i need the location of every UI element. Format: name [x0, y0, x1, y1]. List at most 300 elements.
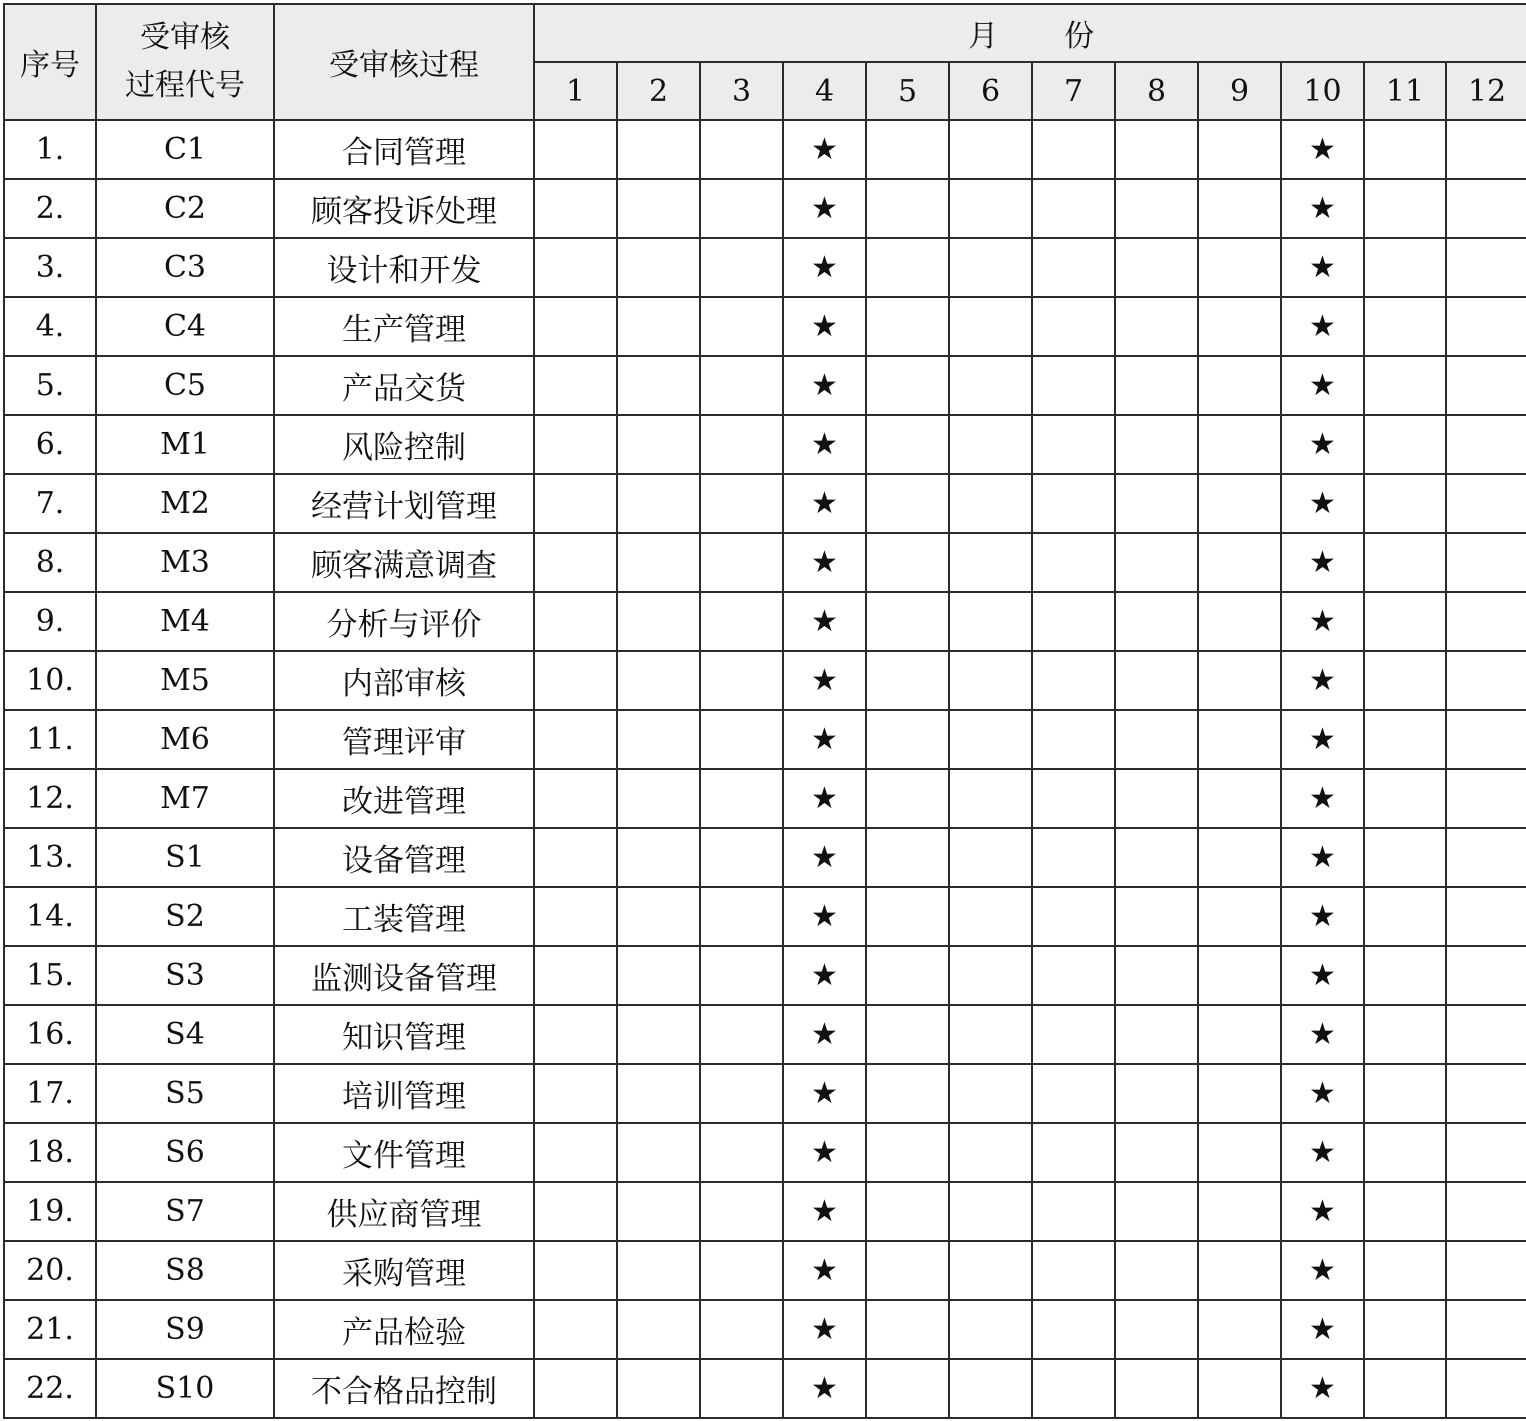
month-cell-empty — [949, 1182, 1032, 1241]
month-cell-empty — [1032, 1359, 1115, 1418]
month-cell-empty — [617, 120, 700, 179]
row-process-name: 知识管理 — [274, 1005, 534, 1064]
table-row — [4, 238, 1526, 297]
row-process-name: 顾客投诉处理 — [274, 179, 534, 238]
month-cell-empty — [949, 887, 1032, 946]
table-row — [4, 120, 1526, 179]
header-process-code-line1: 受审核 — [140, 20, 230, 55]
month-cell-empty — [1446, 946, 1526, 1005]
table-row — [4, 769, 1526, 828]
month-cell-empty — [534, 1064, 617, 1123]
month-cell-empty — [617, 238, 700, 297]
row-seq: 8. — [4, 533, 96, 592]
month-cell-empty — [1446, 1064, 1526, 1123]
row-seq: 1. — [4, 120, 96, 179]
table-row — [4, 415, 1526, 474]
month-cell-empty — [1032, 592, 1115, 651]
month-cell-empty — [534, 120, 617, 179]
star-icon: ★ — [783, 297, 866, 356]
month-cell-empty — [1198, 946, 1281, 1005]
star-icon: ★ — [783, 1005, 866, 1064]
month-cell-empty — [1115, 356, 1198, 415]
month-header-10: 10 — [1281, 62, 1364, 120]
month-cell-empty — [949, 1064, 1032, 1123]
star-icon: ★ — [1281, 1182, 1364, 1241]
month-cell-empty — [617, 887, 700, 946]
month-cell-empty — [700, 297, 783, 356]
month-cell-empty — [1032, 238, 1115, 297]
month-cell-empty — [700, 946, 783, 1005]
row-process-code: M6 — [96, 710, 274, 769]
month-cell-empty — [1446, 710, 1526, 769]
row-process-name: 分析与评价 — [274, 592, 534, 651]
month-cell-empty — [700, 356, 783, 415]
star-icon: ★ — [783, 592, 866, 651]
star-icon: ★ — [783, 887, 866, 946]
month-cell-empty — [1032, 710, 1115, 769]
month-cell-empty — [1364, 710, 1446, 769]
header-process-code-line2: 过程代号 — [125, 68, 245, 103]
star-icon: ★ — [783, 356, 866, 415]
table-row — [4, 533, 1526, 592]
star-icon: ★ — [783, 828, 866, 887]
star-icon: ★ — [1281, 1123, 1364, 1182]
row-process-code: M5 — [96, 651, 274, 710]
month-cell-empty — [617, 415, 700, 474]
month-cell-empty — [866, 415, 949, 474]
month-cell-empty — [1115, 1241, 1198, 1300]
month-cell-empty — [949, 1359, 1032, 1418]
month-cell-empty — [617, 1241, 700, 1300]
row-process-code: M1 — [96, 415, 274, 474]
table-row — [4, 1064, 1526, 1123]
month-cell-empty — [700, 828, 783, 887]
month-cell-empty — [617, 297, 700, 356]
month-cell-empty — [1115, 1064, 1198, 1123]
month-cell-empty — [1364, 1064, 1446, 1123]
star-icon: ★ — [1281, 1005, 1364, 1064]
month-cell-empty — [534, 238, 617, 297]
month-cell-empty — [949, 474, 1032, 533]
month-cell-empty — [534, 651, 617, 710]
month-cell-empty — [534, 474, 617, 533]
month-cell-empty — [1446, 356, 1526, 415]
row-seq: 22. — [4, 1359, 96, 1418]
row-process-code: C5 — [96, 356, 274, 415]
month-cell-empty — [1032, 356, 1115, 415]
row-process-code: C3 — [96, 238, 274, 297]
table-row — [4, 828, 1526, 887]
month-cell-empty — [866, 120, 949, 179]
star-icon: ★ — [783, 710, 866, 769]
month-cell-empty — [617, 474, 700, 533]
month-cell-empty — [1198, 533, 1281, 592]
month-cell-empty — [1446, 828, 1526, 887]
month-cell-empty — [949, 828, 1032, 887]
row-seq: 14. — [4, 887, 96, 946]
table-row — [4, 1005, 1526, 1064]
month-header-2: 2 — [617, 62, 700, 120]
month-cell-empty — [949, 1241, 1032, 1300]
month-cell-empty — [949, 769, 1032, 828]
star-icon: ★ — [783, 474, 866, 533]
star-icon: ★ — [1281, 356, 1364, 415]
month-cell-empty — [949, 120, 1032, 179]
star-icon: ★ — [783, 769, 866, 828]
month-cell-empty — [1115, 415, 1198, 474]
month-header-5: 5 — [866, 62, 949, 120]
star-icon: ★ — [783, 238, 866, 297]
table-row — [4, 1182, 1526, 1241]
month-cell-empty — [866, 1241, 949, 1300]
month-cell-empty — [534, 533, 617, 592]
month-cell-empty — [1115, 710, 1198, 769]
table-row — [4, 1123, 1526, 1182]
month-cell-empty — [866, 1359, 949, 1418]
month-cell-empty — [617, 651, 700, 710]
row-process-name: 经营计划管理 — [274, 474, 534, 533]
month-cell-empty — [1115, 1182, 1198, 1241]
row-process-code: S2 — [96, 887, 274, 946]
month-cell-empty — [1115, 828, 1198, 887]
month-cell-empty — [700, 1359, 783, 1418]
month-cell-empty — [617, 533, 700, 592]
star-icon: ★ — [783, 533, 866, 592]
month-cell-empty — [1364, 946, 1446, 1005]
month-cell-empty — [534, 946, 617, 1005]
month-cell-empty — [1198, 1123, 1281, 1182]
month-cell-empty — [1115, 179, 1198, 238]
month-cell-empty — [1198, 179, 1281, 238]
row-seq: 10. — [4, 651, 96, 710]
month-cell-empty — [617, 946, 700, 1005]
row-process-code: S9 — [96, 1300, 274, 1359]
row-process-code: S1 — [96, 828, 274, 887]
month-cell-empty — [1198, 1241, 1281, 1300]
star-icon: ★ — [783, 651, 866, 710]
table-row — [4, 946, 1526, 1005]
month-cell-empty — [866, 651, 949, 710]
month-cell-empty — [1198, 1359, 1281, 1418]
month-cell-empty — [866, 1064, 949, 1123]
month-header-9: 9 — [1198, 62, 1281, 120]
star-icon: ★ — [1281, 828, 1364, 887]
month-cell-empty — [1032, 120, 1115, 179]
month-cell-empty — [1032, 415, 1115, 474]
month-cell-empty — [1115, 1359, 1198, 1418]
row-process-name: 工装管理 — [274, 887, 534, 946]
month-cell-empty — [534, 592, 617, 651]
month-cell-empty — [1364, 828, 1446, 887]
row-seq: 15. — [4, 946, 96, 1005]
month-cell-empty — [866, 356, 949, 415]
month-cell-empty — [949, 1123, 1032, 1182]
month-cell-empty — [1364, 474, 1446, 533]
table-row — [4, 179, 1526, 238]
month-cell-empty — [700, 120, 783, 179]
month-cell-empty — [1364, 533, 1446, 592]
month-cell-empty — [866, 533, 949, 592]
month-cell-empty — [1446, 1123, 1526, 1182]
month-cell-empty — [1198, 1064, 1281, 1123]
month-cell-empty — [617, 1182, 700, 1241]
month-cell-empty — [534, 710, 617, 769]
month-cell-empty — [1364, 1241, 1446, 1300]
month-cell-empty — [534, 415, 617, 474]
month-cell-empty — [617, 828, 700, 887]
month-header-8: 8 — [1115, 62, 1198, 120]
month-cell-empty — [949, 946, 1032, 1005]
row-process-code: S10 — [96, 1359, 274, 1418]
month-cell-empty — [1364, 120, 1446, 179]
row-seq: 2. — [4, 179, 96, 238]
month-cell-empty — [866, 238, 949, 297]
month-cell-empty — [617, 1300, 700, 1359]
month-cell-empty — [866, 1182, 949, 1241]
row-seq: 12. — [4, 769, 96, 828]
star-icon: ★ — [1281, 651, 1364, 710]
month-cell-empty — [1198, 592, 1281, 651]
month-cell-empty — [1115, 1123, 1198, 1182]
row-process-name: 改进管理 — [274, 769, 534, 828]
month-cell-empty — [1364, 1123, 1446, 1182]
table-row — [4, 710, 1526, 769]
month-cell-empty — [1198, 415, 1281, 474]
month-cell-empty — [700, 415, 783, 474]
month-cell-empty — [700, 1123, 783, 1182]
month-cell-empty — [1364, 769, 1446, 828]
month-cell-empty — [534, 828, 617, 887]
row-process-code: S4 — [96, 1005, 274, 1064]
row-process-code: M4 — [96, 592, 274, 651]
month-cell-empty — [700, 474, 783, 533]
month-cell-empty — [700, 1182, 783, 1241]
star-icon: ★ — [1281, 1300, 1364, 1359]
month-cell-empty — [700, 710, 783, 769]
row-seq: 18. — [4, 1123, 96, 1182]
row-process-name: 培训管理 — [274, 1064, 534, 1123]
month-cell-empty — [1115, 120, 1198, 179]
month-cell-empty — [534, 1359, 617, 1418]
month-cell-empty — [949, 297, 1032, 356]
month-cell-empty — [949, 1300, 1032, 1359]
table-row — [4, 474, 1526, 533]
month-cell-empty — [1115, 651, 1198, 710]
star-icon: ★ — [783, 1300, 866, 1359]
month-cell-empty — [1198, 474, 1281, 533]
month-cell-empty — [1446, 1182, 1526, 1241]
star-icon: ★ — [1281, 769, 1364, 828]
month-cell-empty — [1364, 356, 1446, 415]
month-cell-empty — [1032, 1064, 1115, 1123]
header-process-code — [96, 4, 274, 120]
month-cell-empty — [1446, 474, 1526, 533]
month-cell-empty — [700, 179, 783, 238]
month-cell-empty — [949, 651, 1032, 710]
month-cell-empty — [534, 769, 617, 828]
month-cell-empty — [1032, 533, 1115, 592]
month-cell-empty — [1115, 1005, 1198, 1064]
month-cell-empty — [1032, 1300, 1115, 1359]
row-seq: 11. — [4, 710, 96, 769]
row-process-name: 管理评审 — [274, 710, 534, 769]
month-cell-empty — [534, 1300, 617, 1359]
month-cell-empty — [949, 179, 1032, 238]
month-cell-empty — [866, 1123, 949, 1182]
month-cell-empty — [700, 1300, 783, 1359]
month-cell-empty — [617, 356, 700, 415]
star-icon: ★ — [783, 1064, 866, 1123]
month-cell-empty — [534, 1005, 617, 1064]
month-cell-empty — [1364, 297, 1446, 356]
row-process-name: 监测设备管理 — [274, 946, 534, 1005]
month-header-11: 11 — [1364, 62, 1446, 120]
month-cell-empty — [1446, 238, 1526, 297]
header-month-char2: 份 — [1064, 19, 1095, 54]
month-cell-empty — [1446, 179, 1526, 238]
month-cell-empty — [1198, 1300, 1281, 1359]
month-cell-empty — [700, 769, 783, 828]
audit-schedule-table — [3, 3, 1526, 1419]
month-cell-empty — [1198, 828, 1281, 887]
month-cell-empty — [1032, 946, 1115, 1005]
header-month-char1: 月 — [968, 19, 999, 54]
month-cell-empty — [1446, 651, 1526, 710]
table-row — [4, 1241, 1526, 1300]
row-seq: 13. — [4, 828, 96, 887]
month-cell-empty — [617, 1123, 700, 1182]
row-seq: 16. — [4, 1005, 96, 1064]
month-header-4: 4 — [783, 62, 866, 120]
month-cell-empty — [1446, 533, 1526, 592]
row-process-name: 生产管理 — [274, 297, 534, 356]
month-cell-empty — [866, 1300, 949, 1359]
month-header-3: 3 — [700, 62, 783, 120]
month-cell-empty — [1032, 1241, 1115, 1300]
month-cell-empty — [949, 238, 1032, 297]
table-row — [4, 887, 1526, 946]
row-seq: 19. — [4, 1182, 96, 1241]
month-cell-empty — [949, 1005, 1032, 1064]
month-cell-empty — [1364, 1005, 1446, 1064]
row-process-name: 设计和开发 — [274, 238, 534, 297]
star-icon: ★ — [783, 1359, 866, 1418]
row-seq: 7. — [4, 474, 96, 533]
month-cell-empty — [1446, 887, 1526, 946]
month-header-12: 12 — [1446, 62, 1526, 120]
row-process-code: C4 — [96, 297, 274, 356]
month-cell-empty — [1198, 710, 1281, 769]
month-cell-empty — [534, 1241, 617, 1300]
star-icon: ★ — [1281, 474, 1364, 533]
month-cell-empty — [1446, 1359, 1526, 1418]
row-process-code: C1 — [96, 120, 274, 179]
table-row — [4, 356, 1526, 415]
month-cell-empty — [1364, 1359, 1446, 1418]
month-cell-empty — [1032, 179, 1115, 238]
month-cell-empty — [949, 356, 1032, 415]
month-cell-empty — [1032, 1123, 1115, 1182]
month-cell-empty — [1364, 651, 1446, 710]
star-icon: ★ — [1281, 533, 1364, 592]
month-cell-empty — [1115, 533, 1198, 592]
table-row — [4, 651, 1526, 710]
month-cell-empty — [617, 710, 700, 769]
row-process-code: C2 — [96, 179, 274, 238]
month-cell-empty — [534, 887, 617, 946]
star-icon: ★ — [783, 179, 866, 238]
month-cell-empty — [1198, 887, 1281, 946]
month-cell-empty — [1446, 415, 1526, 474]
month-cell-empty — [1115, 592, 1198, 651]
month-cell-empty — [866, 179, 949, 238]
row-seq: 5. — [4, 356, 96, 415]
month-cell-empty — [866, 769, 949, 828]
month-cell-empty — [1364, 179, 1446, 238]
star-icon: ★ — [1281, 415, 1364, 474]
month-cell-empty — [617, 769, 700, 828]
month-cell-empty — [1032, 297, 1115, 356]
star-icon: ★ — [783, 1241, 866, 1300]
month-cell-empty — [866, 1005, 949, 1064]
table-header — [4, 4, 1526, 120]
month-header-6: 6 — [949, 62, 1032, 120]
star-icon: ★ — [1281, 946, 1364, 1005]
row-process-code: S6 — [96, 1123, 274, 1182]
row-process-name: 采购管理 — [274, 1241, 534, 1300]
month-cell-empty — [1198, 769, 1281, 828]
month-cell-empty — [1115, 238, 1198, 297]
month-header-1: 1 — [534, 62, 617, 120]
month-cell-empty — [949, 592, 1032, 651]
star-icon: ★ — [783, 946, 866, 1005]
month-cell-empty — [866, 946, 949, 1005]
row-process-name: 内部审核 — [274, 651, 534, 710]
month-cell-empty — [700, 533, 783, 592]
star-icon: ★ — [1281, 1241, 1364, 1300]
row-process-name: 设备管理 — [274, 828, 534, 887]
month-cell-empty — [866, 828, 949, 887]
month-cell-empty — [1032, 769, 1115, 828]
month-cell-empty — [534, 179, 617, 238]
month-cell-empty — [866, 887, 949, 946]
month-cell-empty — [1032, 1182, 1115, 1241]
month-cell-empty — [949, 710, 1032, 769]
month-cell-empty — [534, 356, 617, 415]
month-cell-empty — [1364, 1300, 1446, 1359]
month-cell-empty — [1446, 592, 1526, 651]
month-cell-empty — [1198, 1182, 1281, 1241]
row-process-code: M3 — [96, 533, 274, 592]
month-cell-empty — [1115, 887, 1198, 946]
month-cell-empty — [1446, 297, 1526, 356]
month-cell-empty — [1115, 1300, 1198, 1359]
star-icon: ★ — [783, 1123, 866, 1182]
month-cell-empty — [1115, 946, 1198, 1005]
table-row — [4, 1300, 1526, 1359]
star-icon: ★ — [1281, 1064, 1364, 1123]
table-row — [4, 592, 1526, 651]
row-seq: 4. — [4, 297, 96, 356]
table-row — [4, 297, 1526, 356]
month-cell-empty — [1032, 474, 1115, 533]
star-icon: ★ — [783, 120, 866, 179]
row-process-name: 顾客满意调查 — [274, 533, 534, 592]
month-cell-empty — [534, 1123, 617, 1182]
month-cell-empty — [1032, 651, 1115, 710]
row-process-name: 合同管理 — [274, 120, 534, 179]
month-cell-empty — [866, 710, 949, 769]
